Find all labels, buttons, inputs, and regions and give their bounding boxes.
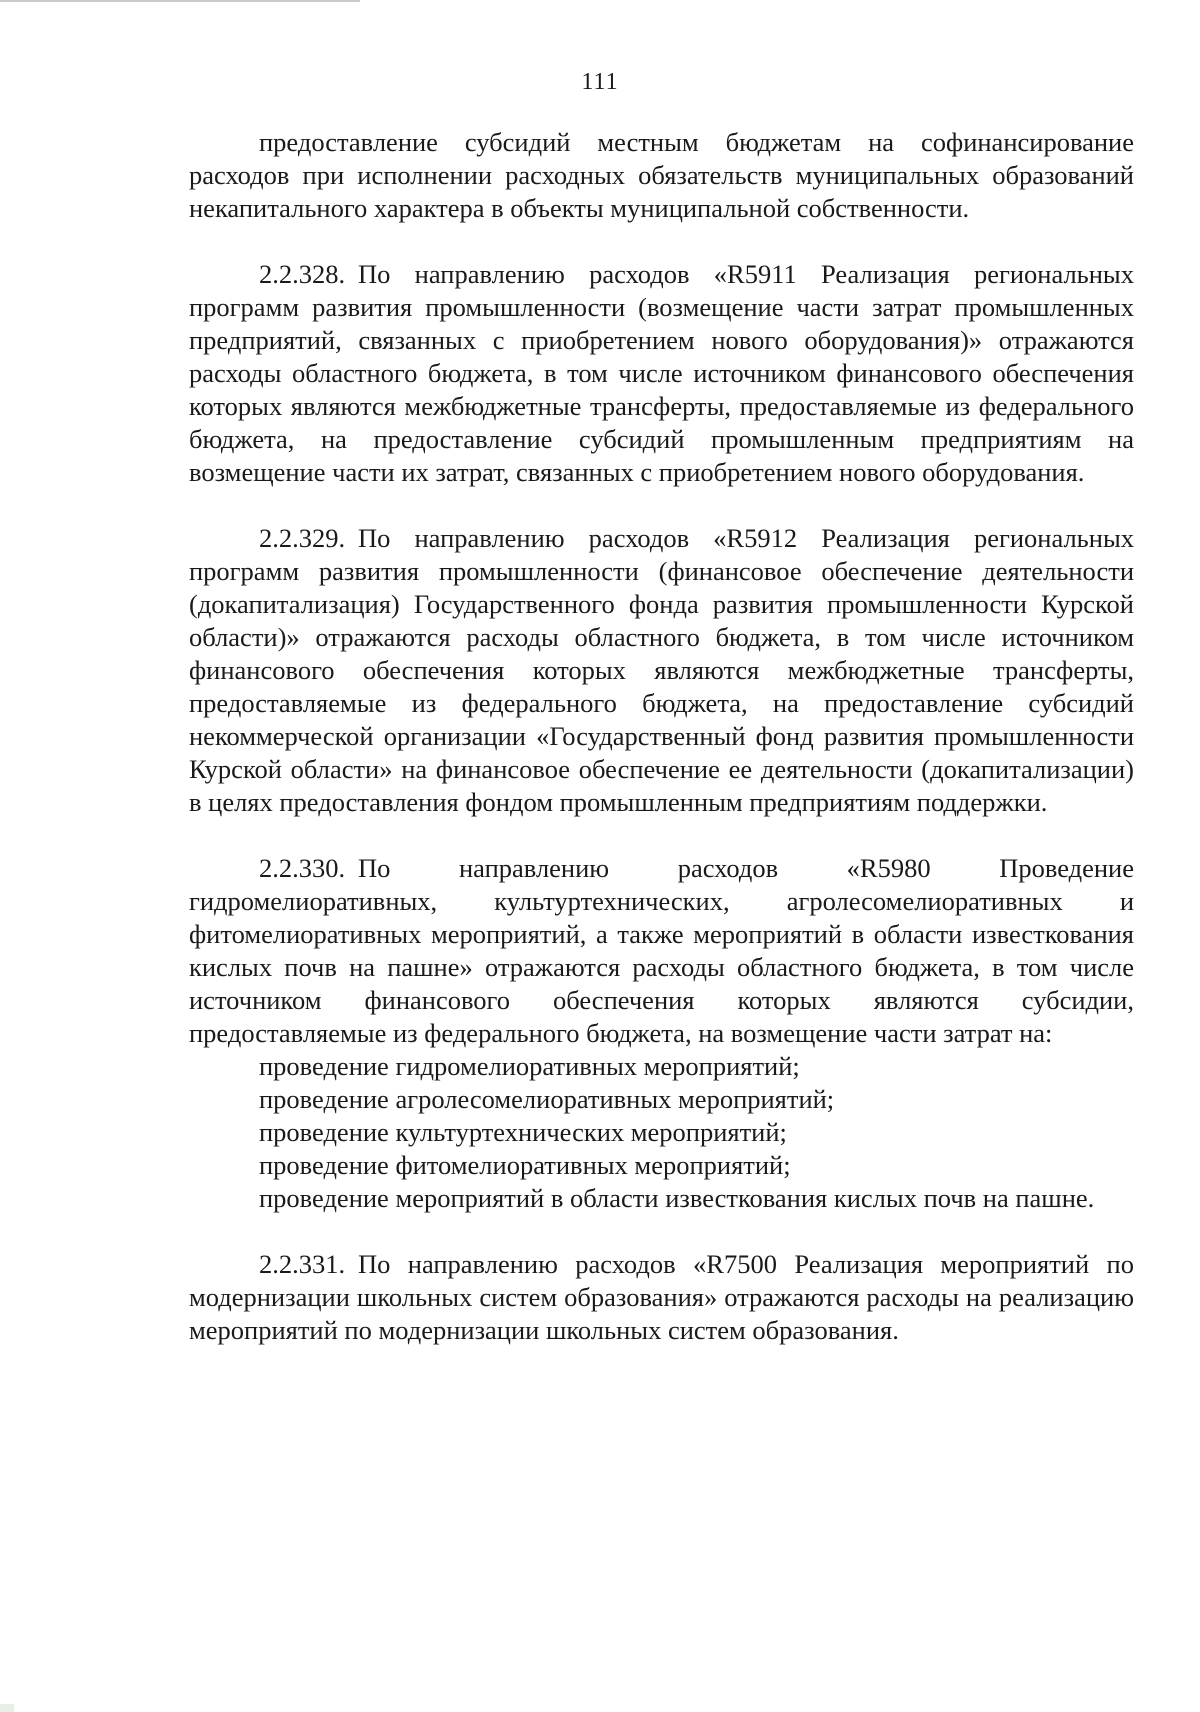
section-number: 2.2.328.: [259, 259, 346, 289]
list-item: проведение мероприятий в области известкования кислых почв на пашне.: [259, 1183, 1095, 1213]
section-number: 2.2.330.: [259, 853, 346, 883]
page-number: 111: [581, 69, 619, 95]
list-item: проведение агролесомелиоративных мероприятий;: [259, 1084, 835, 1114]
section-paragraph: [189, 522, 1134, 819]
section-2-2-329: [189, 522, 1134, 819]
list-item: проведение фитомелиоративных мероприятий;: [259, 1150, 791, 1180]
section-text: По направлению расходов «R5911 Реализация региональных программ развития промышленности (возмещение части затрат промышленных предприятий, связанных с приобретением нового оборудования)» отражаются расходы областного бюджета, в том числе источником финансового обеспечения которых являются межбюджетные трансферты, предоставляемые из федерального бюджета, на предоставление субсидий промышленным предприятиям на возмещение части их затрат, связанных с приобретением нового оборудования.: [189, 259, 1134, 487]
section-paragraph: [189, 852, 1134, 1050]
scan-edge-top: [0, 0, 360, 2]
intro-paragraph: предоставление субсидий местным бюджетам на софинансирование расходов при исполнении расходных обязательств муниципальных образований некапитального характера в объекты муниципальной собственности.: [189, 127, 1134, 223]
section-2-2-330: [189, 852, 1134, 1215]
section-paragraph: [189, 1248, 1134, 1347]
section-text: По направлению расходов «R7500 Реализация мероприятий по модернизации школьных систем образования» отражаются расходы на реализацию мероприятий по модернизации школьных систем образования.: [189, 1249, 1134, 1345]
section-number: 2.2.331.: [259, 1249, 346, 1279]
section-2-2-328: [189, 258, 1134, 489]
list-item: проведение культуртехнических мероприятий;: [259, 1117, 787, 1147]
document-body: [189, 126, 1134, 1347]
section-text: По направлению расходов «R5980 Проведение гидромелиоративных, культуртехнических, агролесомелиоративных и фитомелиоративных мероприятий, а также мероприятий в области известкования кислых почв на пашне» отражаются расходы областного бюджета, в том числе источником финансового обеспечения которых являются субсидии, предоставляемые из федерального бюджета, на возмещение части затрат на:: [189, 853, 1134, 1048]
scan-edge-bottom: [0, 1704, 14, 1712]
section-text: По направлению расходов «R5912 Реализация региональных программ развития промышленности (финансовое обеспечение деятельности (докапитализация) Государственного фонда развития промышленности Курской области)» отражаются расходы областного бюджета, в том числе источником финансового обеспечения которых являются межбюджетные трансферты, предоставляемые из федерального бюджета, на предоставление субсидий некоммерческой организации «Государственный фонд развития промышленности Курской области» на финансовое обеспечение ее деятельности (докапитализации) в целях предоставления фондом промышленным предприятиям поддержки.: [189, 523, 1134, 817]
section-2-2-331: [189, 1248, 1134, 1347]
section-paragraph: [189, 258, 1134, 489]
list-item: проведение гидромелиоративных мероприятий;: [259, 1051, 800, 1081]
section-number: 2.2.329.: [259, 523, 346, 553]
